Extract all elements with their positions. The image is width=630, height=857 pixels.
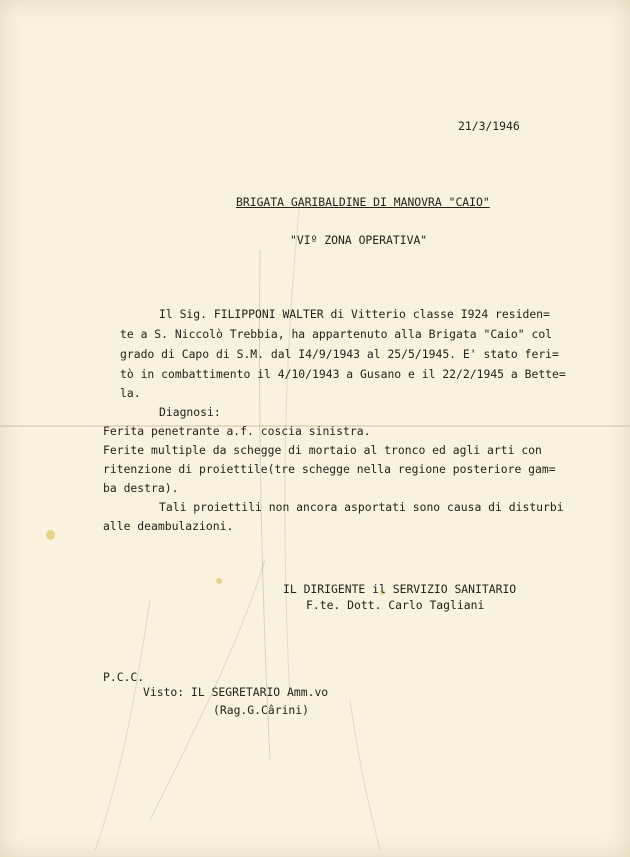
body-line: tò in combattimento il 4/10/1943 a Gusano e il 22/2/1945 a Bette= — [120, 367, 566, 381]
signature-title: IL DIRIGENTE il SERVIZIO SANITARIO — [283, 582, 517, 596]
body-line: te a S. Niccolò Trebbia, ha appartenuto alla Brigata "Caio" col — [120, 327, 553, 341]
stain-mark — [46, 530, 55, 540]
body-line: Tali proiettili non ancora asportati sono causa di disturbi — [159, 500, 564, 514]
body-line: Ferita penetrante a.f. coscia sinistra. — [103, 424, 371, 438]
body-line: Diagnosi: — [159, 405, 221, 419]
body-line: ritenzione di proiettile(tre schegge nella regione posteriore gam= — [103, 462, 556, 476]
document-date: 21/3/1946 — [458, 119, 520, 133]
body-line: alle deambulazioni. — [103, 519, 234, 533]
visto-line: Visto: IL SEGRETARIO Amm.vo — [143, 685, 329, 699]
zone-heading: "VIº ZONA OPERATIVA" — [290, 233, 428, 247]
stain-mark — [216, 578, 222, 584]
pcc-label: P.C.C. — [103, 670, 145, 684]
body-line: grado di Capo di S.M. dal I4/9/1943 al 25/5/1945. E' stato feri= — [120, 347, 559, 361]
body-line: la. — [120, 386, 141, 400]
signature-name: F.te. Dott. Carlo Tagliani — [306, 598, 485, 612]
body-line: Ferite multiple da schegge di mortaio al tronco ed agli arti con — [103, 443, 542, 457]
brigade-heading: BRIGATA GARIBALDINE DI MANOVRA "CAIO" — [236, 195, 490, 209]
body-line: ba destra). — [103, 481, 179, 495]
secretary-name: (Rag.G.Cârini) — [213, 703, 310, 717]
body-line: Il Sig. FILIPPONI WALTER di Vitterio classe I924 residen= — [159, 307, 550, 321]
